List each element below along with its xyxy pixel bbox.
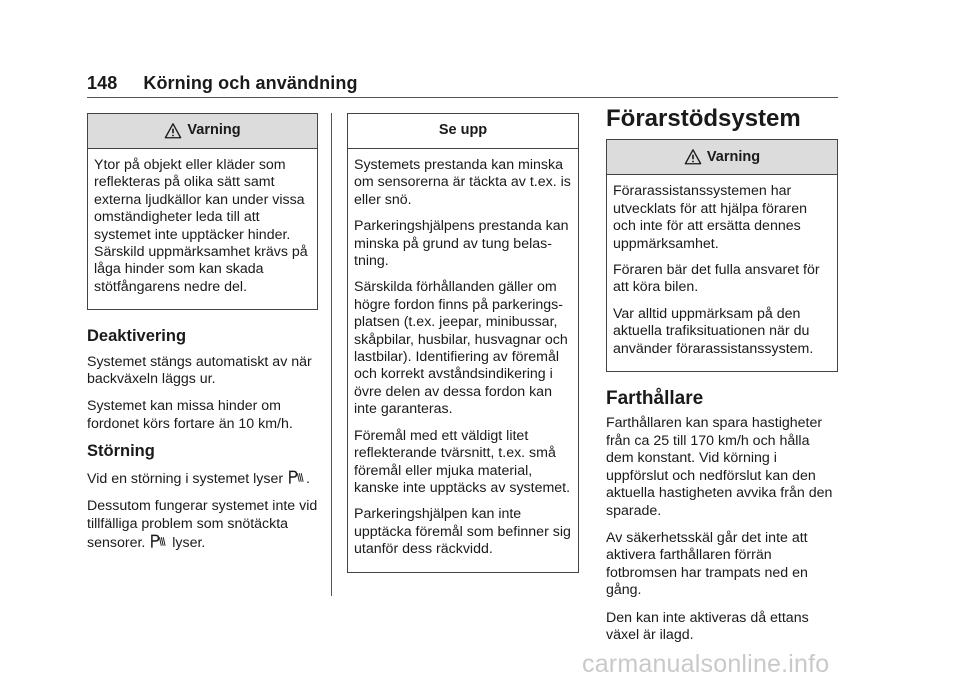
storning-text-2-end: lyser.: [172, 534, 206, 551]
storning-paragraph-2: [87, 498, 318, 552]
column-2: [347, 113, 579, 573]
warning-box: [606, 139, 838, 372]
warning-body: [88, 149, 317, 309]
caution-paragraph: Särskilda förhållanden gäller om högre fordon finns på parkerings-platsen (t.ex. jeepar, minibussar, skåpbilar, husbilar, husvagnar och lastbilar). Identifiering av föremål och korrekt avståndsindikering i övre delen av dessa fordon kan inte garanteras.: [354, 279, 568, 418]
warning-body: [607, 175, 837, 371]
warning-title: Varning: [187, 122, 241, 139]
page-header: [87, 73, 358, 94]
caution-paragraph: Parkeringshjälpens prestanda kan minska på grund av tung belas-tning.: [354, 218, 569, 270]
parking-assist-icon: [288, 469, 305, 485]
warning-triangle-icon: [684, 148, 702, 166]
caution-body: [348, 149, 578, 572]
header-rule: [87, 97, 838, 98]
warning-paragraph: Förarassistanssystemen har utvecklats för att hjälpa föraren och inte för att ersätta dennes uppmärksamhet.: [613, 183, 807, 252]
storning-paragraph-1: [87, 469, 318, 488]
warning-text: Ytor på objekt eller kläder som reflekteras på olika sätt samt externa ljudkällor kan under vissa omständigheter leda till att systemet inte upptäcker hinder. Särskild uppmärksamhet krävs på låga hinder som kan skada stötfångarens nedre del.: [94, 157, 308, 295]
farthallare-heading: Farthållare: [606, 388, 704, 410]
caution-box-header: [348, 114, 578, 149]
caution-paragraph: Parkeringshjälpen kan inte upptäcka föremål som befinner sig utanför dess räckvidd.: [354, 506, 571, 558]
column-3: [606, 105, 838, 654]
warning-triangle-icon: [164, 122, 182, 140]
column-1: [87, 113, 318, 562]
caution-box: [347, 113, 579, 573]
column-divider: [331, 113, 332, 596]
parking-assist-icon: [150, 533, 167, 549]
page-number: 148: [87, 73, 118, 93]
caution-paragraph: Föremål med ett väldigt litet reflekterande tvärsnitt, t.ex. små föremål eller mjuka material, kanske inte upptäcks av systemet.: [354, 427, 571, 496]
warning-title: Varning: [706, 148, 761, 165]
storning-text-1: Vid en störning i systemet lyser: [87, 470, 284, 487]
storning-heading: Störning: [87, 442, 155, 461]
warning-box: [87, 113, 318, 310]
storning-text-2: Dessutom fungerar systemet inte vid tillfälliga problem som snötäckta sensorer.: [87, 498, 318, 551]
deaktivering-paragraph-2: Systemet kan missa hinder om fordonet körs fortare än 10 km/h.: [87, 398, 293, 432]
warning-paragraph: Var alltid uppmärksam på den aktuella trafiksituationen när du använder förarassistanssystem.: [613, 305, 814, 357]
chapter-title: Förarstödsystem: [606, 105, 801, 132]
warning-paragraph: Föraren bär det fulla ansvaret för att köra bilen.: [613, 262, 820, 296]
storning-text-1-end: .: [306, 470, 310, 487]
deaktivering-heading: Deaktivering: [87, 327, 187, 346]
farthallare-paragraph: Farthållaren kan spara hastigheter från ca 25 till 170 km/h och hålla dem konstant. Vid körning i uppförslut och nedförslut kan den aktuella hastigheten avvika från den sparade.: [606, 415, 833, 519]
farthallare-paragraph: Av säkerhetsskäl går det inte att aktivera farthållaren förrän fotbromsen har trampats ned en gång.: [606, 529, 808, 599]
farthallare-paragraph: Den kan inte aktiveras då ettans växel är ilagd.: [606, 609, 809, 643]
warning-box-header: [88, 114, 317, 149]
watermark: carmanualsonline.info: [582, 650, 830, 678]
caution-title: Se upp: [438, 122, 488, 139]
section-title: Körning och användning: [143, 73, 358, 93]
deaktivering-paragraph-1: Systemet stängs automatiskt av när backväxeln läggs ur.: [87, 353, 312, 388]
warning-box-header: [607, 140, 837, 175]
caution-paragraph: Systemets prestanda kan minska om sensorerna är täckta av t.ex. is eller snö.: [354, 157, 571, 208]
